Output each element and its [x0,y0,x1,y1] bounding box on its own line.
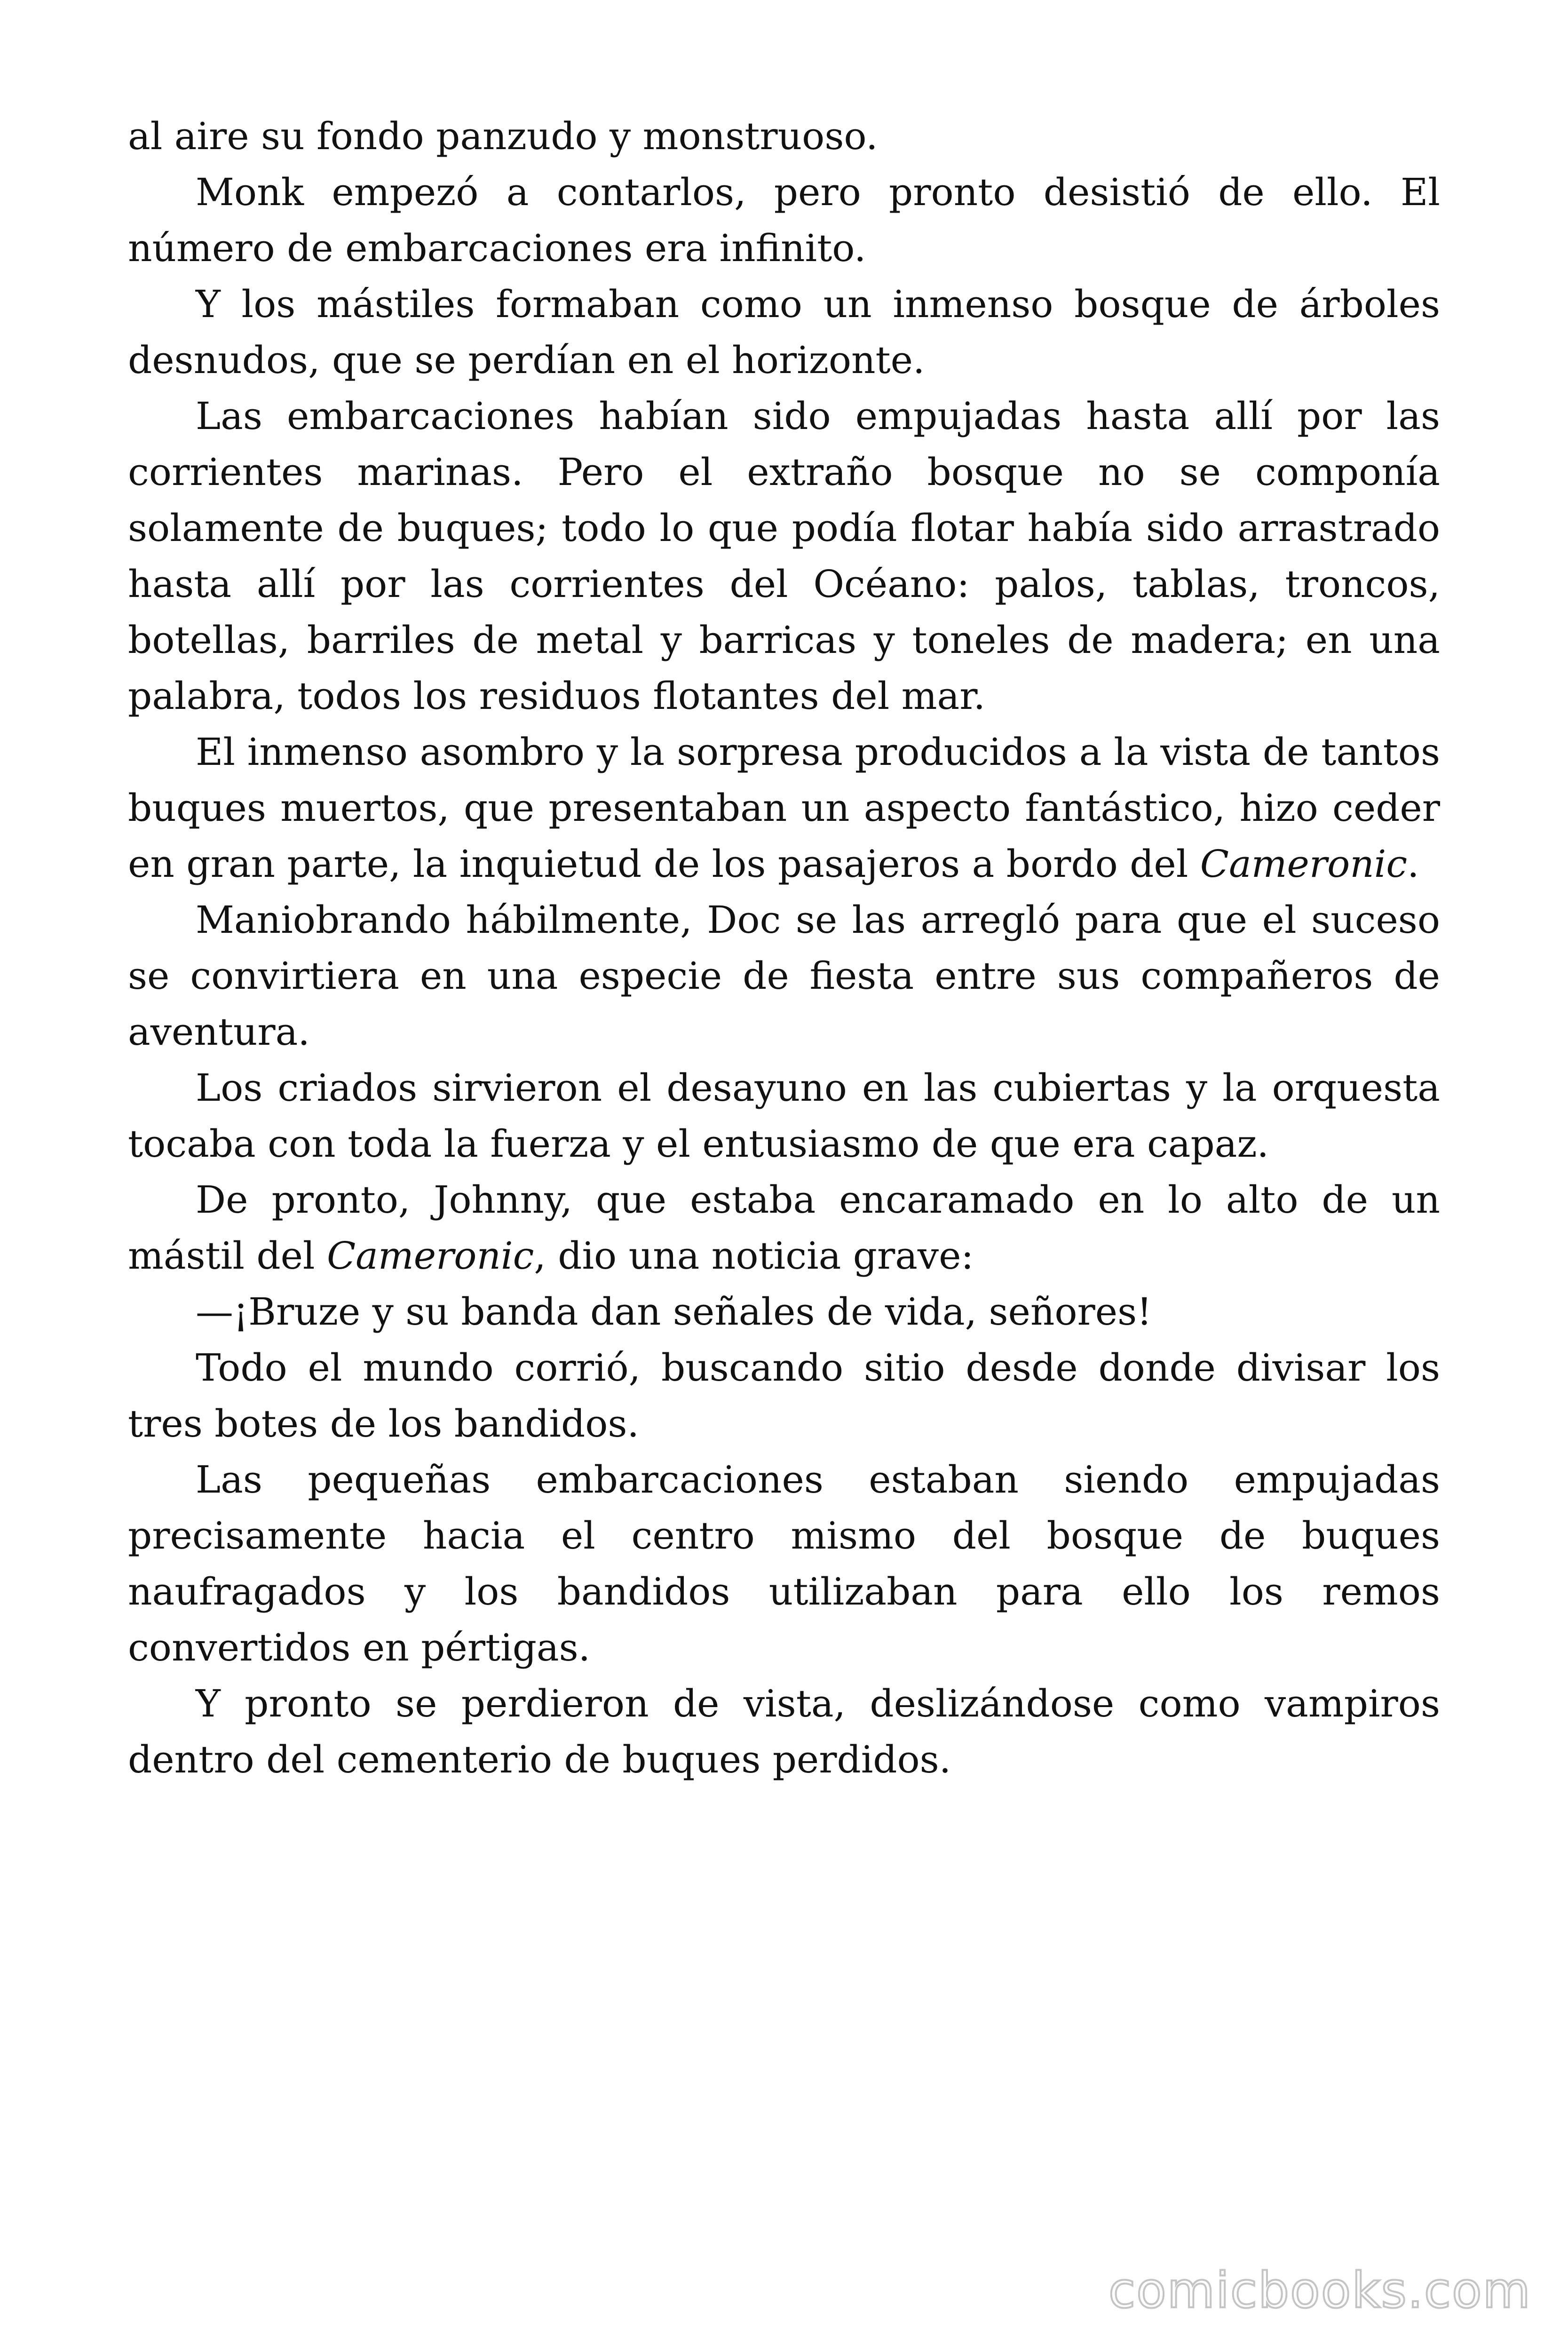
paragraph-text: —¡Bruze y su banda dan señales de vida, señores! [196,1290,1152,1334]
paragraph-7 [128,1060,1440,1172]
paragraph-9-dialogue [128,1284,1440,1340]
paragraph-text: Las embarcaciones habían sido empujadas hasta allí por las corrientes marinas. Pero el extraño bosque no se componía solamente de buques; todo lo que podía flotar había sido arrastrado hasta allí por las corrientes del Océano: palos, tablas, troncos, botellas, barriles de metal y barricas y toneles de madera; en una palabra, todos los residuos flotantes del mar. [128,394,1440,718]
paragraph-12 [128,1676,1440,1788]
paragraph-text: Y pronto se perdieron de vista, deslizándose como vampiros dentro del cementerio de buques perdidos. [128,1682,1440,1781]
paragraph-text: De pronto, Johnny, que estaba encaramado en lo alto de un mástil del [128,1178,1440,1278]
paragraph-11 [128,1452,1440,1676]
paragraph-text: Monk empezó a contarlos, pero pronto desistió de ello. El número de embarcaciones era infinito. [128,170,1440,270]
ship-name-italic: Cameronic [1200,842,1408,886]
paragraph-text: Todo el mundo corrió, buscando sitio desde donde divisar los tres botes de los bandidos. [128,1346,1440,1446]
paragraph-text: . [1407,842,1419,886]
paragraph-8 [128,1172,1440,1284]
watermark-logo: comicbooks.com [1108,2262,1531,2319]
paragraph-3 [128,276,1440,388]
paragraph-10 [128,1340,1440,1452]
paragraph-text: Las pequeñas embarcaciones estaban siendo empujadas precisamente hacia el centro mismo del bosque de buques naufragados y los bandidos utilizaban para ello los remos convertidos en pértigas. [128,1458,1440,1669]
paragraph-1 [128,108,1440,164]
paragraph-text: Los criados sirvieron el desayuno en las cubiertas y la orquesta tocaba con toda la fuerza y el entusiasmo de que era capaz. [128,1066,1440,1166]
paragraph-5 [128,724,1440,892]
paragraph-text: al aire su fondo panzudo y monstruoso. [128,114,878,158]
book-page-text [128,108,1440,1788]
paragraph-text: , dio una noticia grave: [534,1234,974,1278]
paragraph-text: Y los mástiles formaban como un inmenso bosque de árboles desnudos, que se perdían en el horizonte. [128,282,1440,382]
paragraph-text: Maniobrando hábilmente, Doc se las arregló para que el suceso se convirtiera en una especie de fiesta entre sus compañeros de aventura. [128,898,1440,1054]
paragraph-2 [128,164,1440,276]
paragraph-4 [128,388,1440,724]
paragraph-text: El inmenso asombro y la sorpresa producidos a la vista de tantos buques muertos, que presentaban un aspecto fantástico, hizo ceder en gran parte, la inquietud de los pasajeros a bordo del [128,730,1440,886]
ship-name-italic: Cameronic [326,1234,534,1278]
paragraph-6 [128,892,1440,1060]
